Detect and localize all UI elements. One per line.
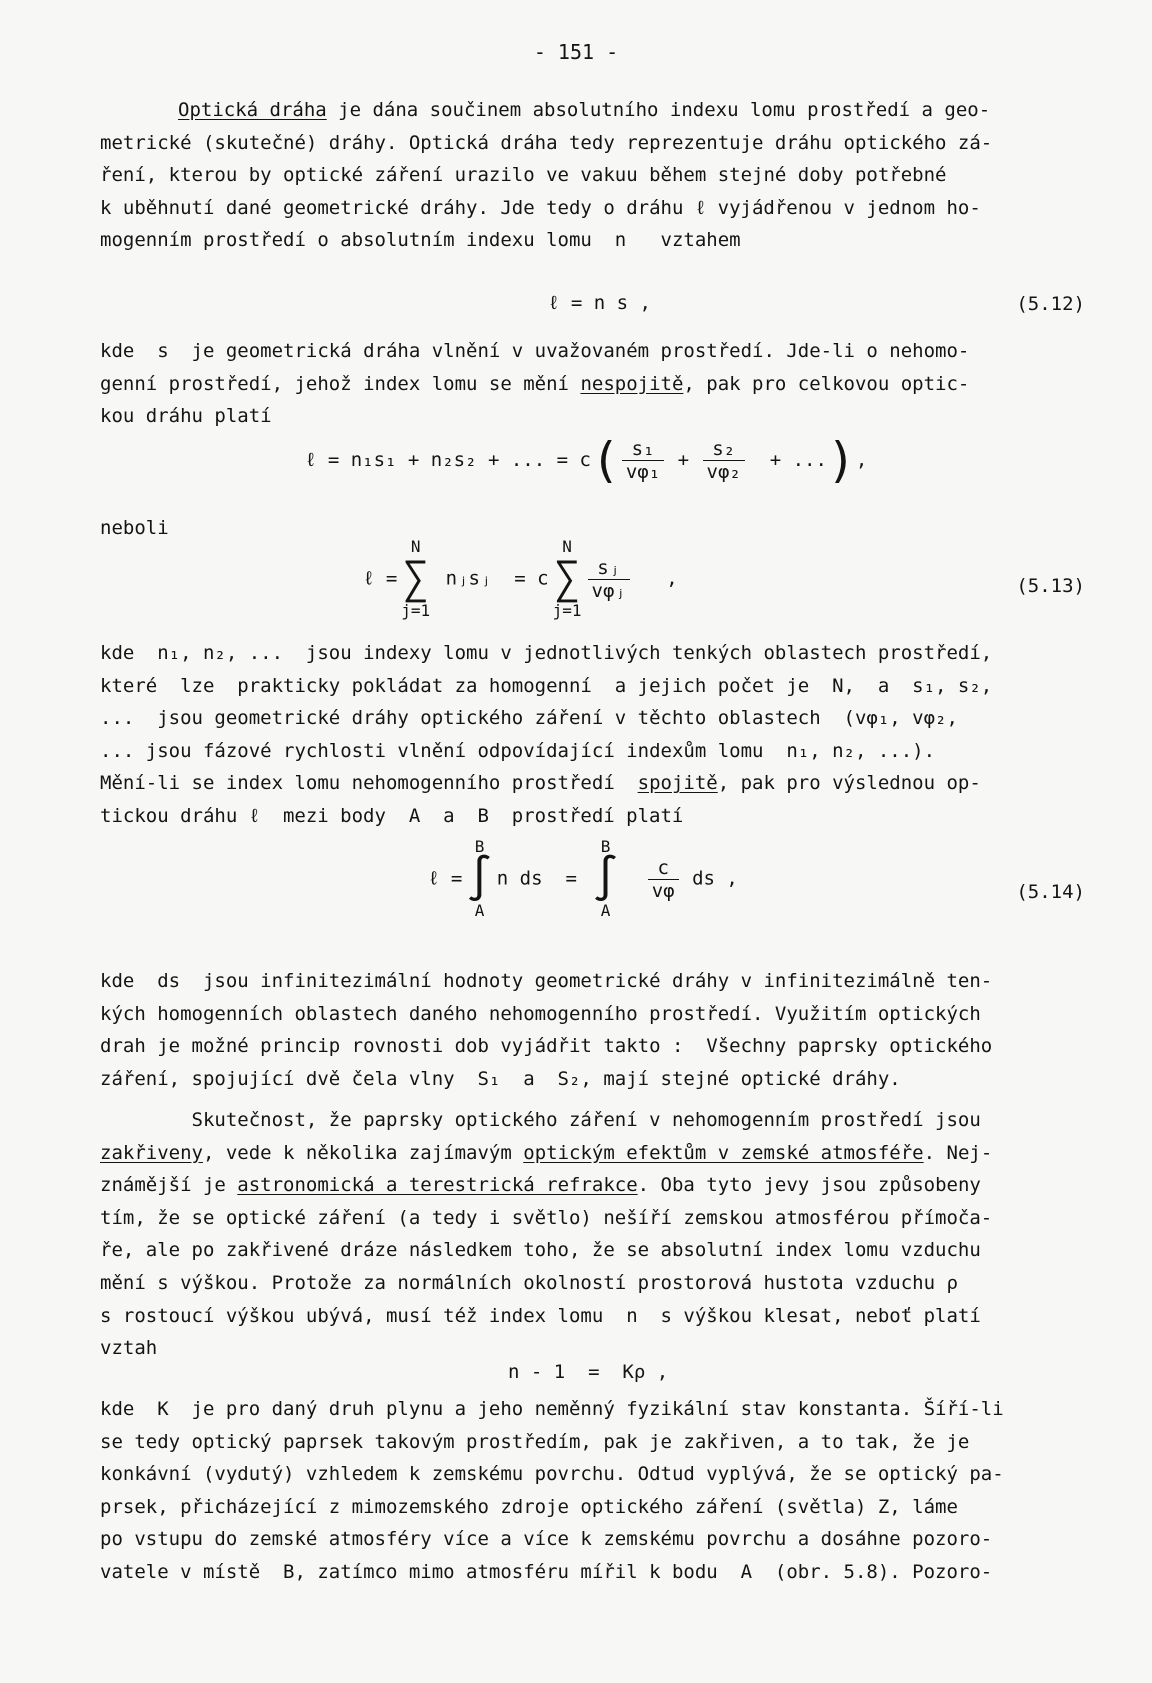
paragraph-indices: kde n₁, n₂, ... jsou indexy lomu v jednotlivých tenkých oblastech prostředí, které lze prakticky pokládat za homogenní a jejich počet je N, a s₁, s₂, ... jsou geometrické dráhy optického záření v těchto oblastech (vφ₁, vφ₂, ... jsou fázové rychlosti vlnění odpovídající indexům lomu n₁, n₂, ...). Mění-li se index lomu nehomogenního prostředí spojitě, pak pro výslednou op- tickou dráhu ℓ mezi body A a B prostředí platí xyxy=(100,642,993,827)
equation-5-12: ℓ = n s , xyxy=(548,292,651,314)
equation-5-14: ℓ = B ∫ A n ds = B ∫ A $\frac{c}{v\varphi}$ ds , xyxy=(428,837,738,920)
equation-sum-discrete: ℓ = n₁s₁ + n₂s₂ + ... = c( $\frac{\text{s₁}}{\text{vφ₁}}$ + $\frac{\text{s₂}}{\text{vφ₂}}$ + ...), xyxy=(305,432,868,489)
word-neboli: neboli xyxy=(100,517,169,539)
paragraph-infinitesimal: kde ds jsou infinitezimální hodnoty geometrické dráhy v infinitezimálně ten- kých homogenních oblastech daného nehomogenního prostředí. Využitím optických drah je možné princip rovnosti dob vyjádřit takto : Všechny paprsky optického záření, spojující dvě čela vlny S₁ a S₂, mají stejné optické dráhy. xyxy=(100,970,993,1090)
equation-density: n - 1 = Kρ , xyxy=(508,1361,669,1383)
paragraph-discontinuous: kde s je geometrická dráha vlnění v uvažovaném prostředí. Jde-li o nehomo- genní prostředí, jehož index lomu se mění nespojitě, pak pro celkovou optic- kou dráhu platí xyxy=(100,340,970,428)
term-curved: zakřiveny xyxy=(100,1141,203,1164)
paragraph-optical-path: Optická dráha je dána součinem absolutního indexu lomu prostředí a geo- metrické (skutečné) dráhy. Optická dráha tedy reprezentuje dráhu optického zá- ření, kterou by optické záření urazilo ve vakuu během stejné doby potřebné k uběhnutí dané geometrické dráhy. Jde tedy o dráhu ℓ vyjádřenou v jednom ho- mogenním prostředí o absolutním indexu lomu n vztahem xyxy=(100,99,993,252)
equation-5-13: ℓ = N ∑ j=1 nⱼsⱼ = c N ∑ j=1 $\frac{\text{sⱼ}}{\text{vφⱼ}}$ , xyxy=(363,537,678,620)
fraction-sj-vj: $\frac{\text{sⱼ}}{\text{vφⱼ}}$ xyxy=(588,557,630,602)
sum-operator: N ∑ j=1 xyxy=(401,537,431,620)
sum-operator-2: N ∑ j=1 xyxy=(552,537,582,620)
term-optical-effects: optickým efektům v zemské atmosféře xyxy=(523,1141,924,1164)
paragraph-constant-k: kde K je pro daný druh plynu a jeho neměnný fyzikální stav konstanta. Šíří-li se tedy optický paprsek takovým prostředím, pak je zakřiven, a to tak, že je konkávní (vydutý) vzhledem k zemskému povrchu. Odtud vyplývá, že se optický pa- prsek, přicházející z mimozemského zdroje optického záření (světla) Z, láme po vstupu do zemské atmosféry více a více k zemskému povrchu a dosáhne pozoro- vatele v místě B, zatímco mimo atmosféru mířil k bodu A (obr. 5.8). Pozoro- xyxy=(100,1398,1004,1583)
fraction-c-v: $\frac{c}{v\varphi}$ xyxy=(648,857,679,902)
term-refraction: astronomická a terestrická refrakce xyxy=(237,1174,638,1197)
integral-operator: B ∫ A xyxy=(466,837,493,920)
equation-number-5-13: (5.13) xyxy=(1016,575,1085,597)
integral-operator-2: B ∫ A xyxy=(592,837,619,920)
equation-number-5-12: (5.12) xyxy=(1016,293,1085,315)
page-number: - 151 - xyxy=(533,40,619,64)
paragraph-refraction: Skutečnost, že paprsky optického záření v nehomogenním prostředí jsou zakřiveny, vede k několika zajímavým optickým efektům v zemské atmosféře. Nej- známější je astronomická a terestrická refrakce. Oba tyto jevy jsou způsobeny tím, že se optické záření (a tedy i světlo) nešíří zemskou atmosférou přímoča- ře, ale po zakřivené dráze následkem toho, že se absolutní index lomu vzduchu mění s výškou. Protože za normálních okolností prostorová hustota vzduchu ρ s rostoucí výškou ubývá, musí též index lomu n s výškou klesat, neboť platí vztah xyxy=(100,1109,993,1360)
term-optical-path: Optická dráha xyxy=(178,99,327,121)
term-discontinuous: nespojitě xyxy=(580,372,684,395)
term-continuous: spojitě xyxy=(637,772,718,795)
equation-number-5-14: (5.14) xyxy=(1016,881,1085,903)
fraction-s1-v1: $\frac{\text{s₁}}{\text{vφ₁}}$ xyxy=(622,438,664,483)
fraction-s2-v2: $\frac{\text{s₂}}{\text{vφ₂}}$ xyxy=(703,438,745,483)
